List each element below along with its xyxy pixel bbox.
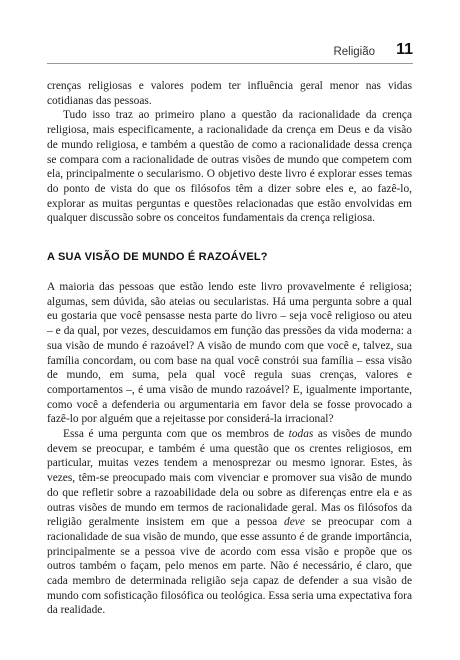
running-head-section: Religião — [333, 46, 375, 58]
paragraph: Tudo isso traz ao primeiro plano a questão da racionalidade da crença religiosa, mais especificamente, a racionalidade da crença em Deus e da visão de mundo religiosa, e também a questão de como a racionalidade dessa crença se compara com a racionalidade de outras visões de mundo que competem com ela, principalmente o secularismo. O objetivo deste livro é explorar esses temas do ponto de vista do que os filósofos têm a dizer sobre eles e, ao fazê-lo, explorar as muitas perguntas e questões relacionadas que estão envolvidas em qualquer discussão sobre os conceitos fundamentais da crença religiosa. — [47, 109, 412, 225]
text-run: as visões de mundo devem se preocupar, e também é uma questão que os crentes religiosos, em particular, muitas vezes tendem a menosprezar ou mesmo ignorar. Estes, às vezes, têm-se preocupado mais com vivenciar e promover sua visão de mundo do que refletir sobre a razoabilidade dela ou sobre as diferenças entre ela e as outras visões de mundo em termos de racionalidade geral. Mas os filósofos da religião geralmente insistem em que a pessoa — [47, 428, 413, 529]
emphasis: deve — [284, 516, 305, 529]
text-run: Essa é uma pergunta com que os membros de — [63, 428, 289, 441]
page-number: 11 — [396, 41, 413, 58]
section-text — [47, 280, 412, 618]
running-head — [47, 40, 413, 60]
emphasis: todas — [288, 428, 314, 441]
text-run: se preocupar com a racionalidade de sua visão de mundo, que esse assunto é de grande importância, principalmente se a pessoa vive de acordo com essa visão e propõe que os outros também o façam, pelo menos em parte. Não é necessário, é claro, que cada membro de determinada religião seja capaz de defender a sua visão de mundo com sofisticação filosófica ou teológica. Essa seria uma expectativa fora da realidade. — [47, 516, 412, 617]
paragraph — [47, 427, 412, 618]
section-heading: A SUA VISÃO DE MUNDO É RAZOÁVEL? — [47, 251, 268, 263]
paragraph: A maioria das pessoas que estão lendo este livro provavelmente é religiosa; algumas, sem dúvida, são ateias ou secularistas. Há uma pergunta sobre a qual eu gostaria que você pensasse nesta parte do livro – seja você religioso ou ateu – e da qual, por vezes, descuidamos em função das pressões da vida moderna: a sua visão de mundo é razoável? A visão de mundo com que você e, talvez, sua família concordam, ou com base na qual você constrói sua família – essa visão de mundo, em suma, pela qual você regula suas crenças, valores e comportamentos –, é uma visão de mundo razoável? E, igualmente importante, como você a defenderia ou argumentaria em favor dela se fosse provocado a fazê-lo por alguém que a rejeitasse por considerá-la irracional? — [47, 281, 412, 426]
paragraph-continuation: crenças religiosas e valores podem ter influência geral menor nas vidas cotidianas das pessoas. — [47, 80, 412, 107]
intro-text — [47, 79, 412, 226]
header-rule — [47, 63, 413, 64]
